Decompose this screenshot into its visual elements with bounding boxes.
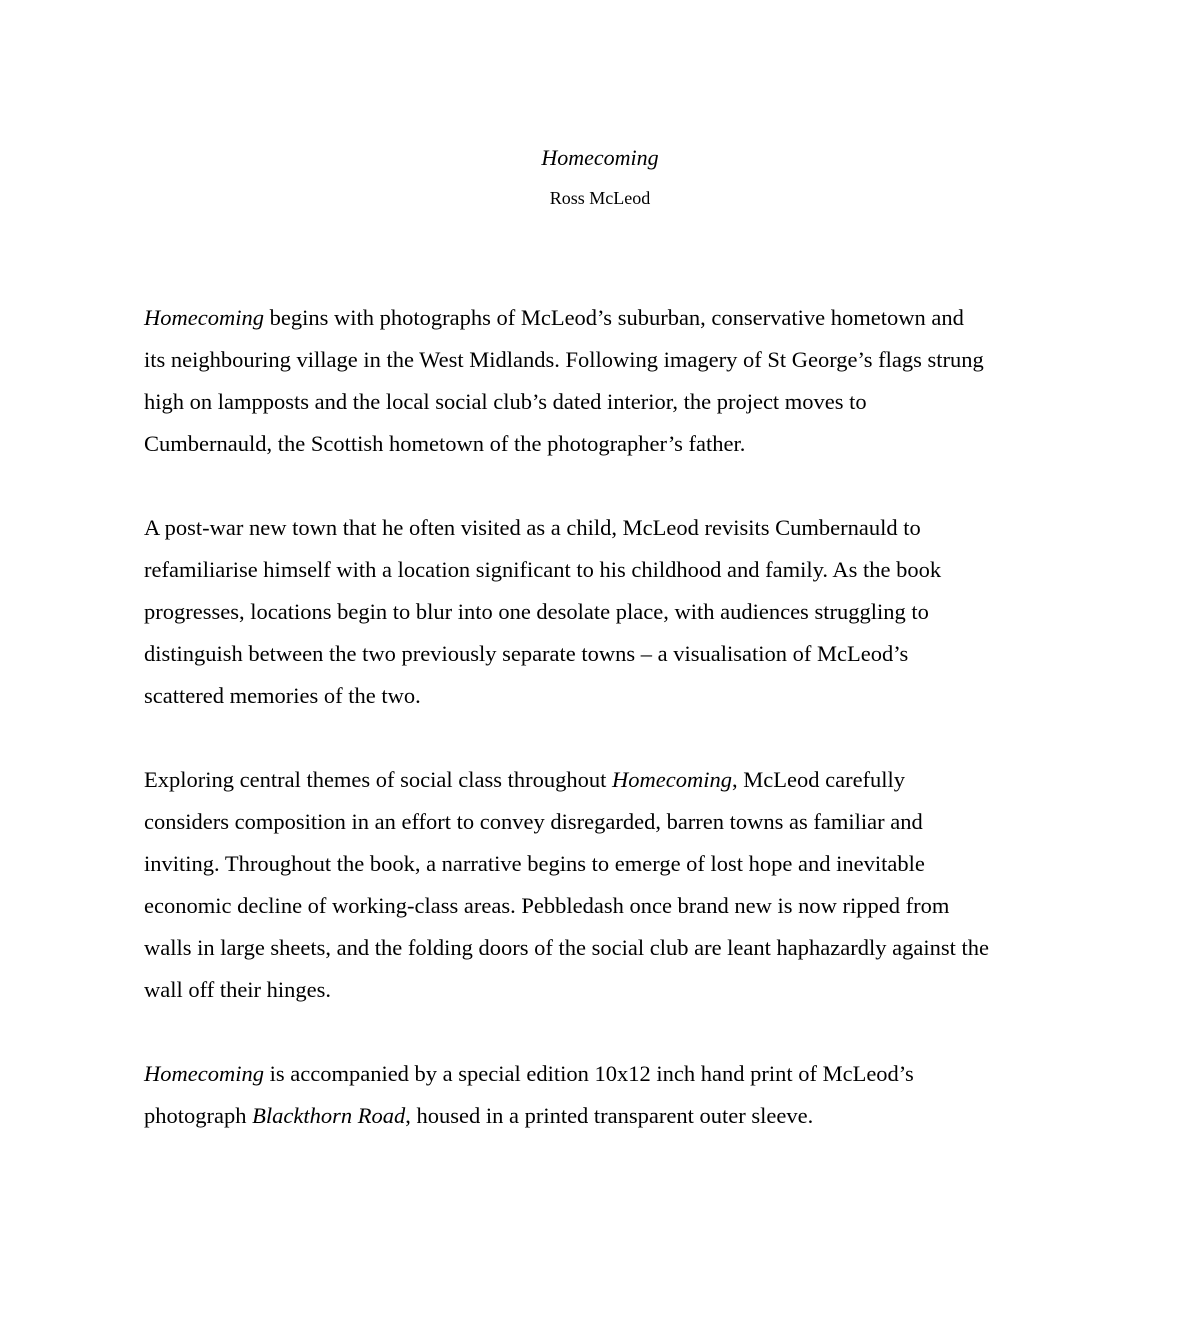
document-author: Ross McLeod: [549, 188, 651, 208]
paragraph-line: progresses, locations begin to blur into one desolate place, with audiences struggling to: [144, 599, 929, 624]
paragraph-line: [144, 1095, 1064, 1137]
italic-title-text: Homecoming: [612, 767, 732, 792]
paragraph-line: distinguish between the two previously separate towns – a visualisation of McLeod’s: [144, 641, 909, 666]
line-text: Exploring central themes of social class throughout: [144, 767, 613, 792]
paragraph-line: high on lampposts and the local social club’s dated interior, the project moves to: [144, 389, 867, 414]
paragraph-line: [144, 1053, 1064, 1095]
paragraph-line: wall off their hinges.: [144, 977, 332, 1002]
line-text: , McLeod carefully: [732, 767, 906, 792]
line-text: is accompanied by a special edition 10x12 inch hand print of McLeod’s: [263, 1061, 914, 1086]
line-text: begins with photographs of McLeod’s suburban, conservative hometown and: [263, 305, 964, 330]
paragraph-line: walls in large sheets, and the folding doors of the social club are leant haphazardly against the: [144, 935, 989, 960]
document-title: Homecoming: [541, 145, 659, 170]
paragraph-line: scattered memories of the two.: [144, 683, 421, 708]
paragraph-line: its neighbouring village in the West Midlands. Following imagery of St George’s flags strung: [144, 347, 984, 372]
line-text: , housed in a printed transparent outer sleeve.: [405, 1103, 814, 1128]
italic-title-text: Homecoming: [144, 1061, 264, 1086]
paragraph-2: [144, 507, 1064, 717]
italic-photo-title: Blackthorn Road: [252, 1103, 406, 1128]
paragraph-line: A post-war new town that he often visited as a child, McLeod revisits Cumbernauld to: [144, 515, 921, 540]
paragraph-line: inviting. Throughout the book, a narrative begins to emerge of lost hope and inevitable: [144, 851, 925, 876]
paragraph-line: refamiliarise himself with a location significant to his childhood and family. As the book: [144, 557, 942, 582]
paragraph-line: [144, 297, 1064, 339]
paragraph-line: economic decline of working-class areas. Pebbledash once brand new is now ripped from: [144, 893, 950, 918]
line-text: photograph: [144, 1103, 253, 1128]
paragraph-line: considers composition in an effort to convey disregarded, barren towns as familiar and: [144, 809, 923, 834]
paragraph-line: Cumbernauld, the Scottish hometown of the photographer’s father.: [144, 431, 746, 456]
paragraph-line: [144, 759, 1064, 801]
italic-title-text: Homecoming: [144, 305, 264, 330]
document-body: [144, 297, 1064, 1179]
paragraph-4: [144, 1053, 1064, 1137]
paragraph-3: [144, 759, 1064, 1011]
paragraph-1: [144, 297, 1064, 465]
